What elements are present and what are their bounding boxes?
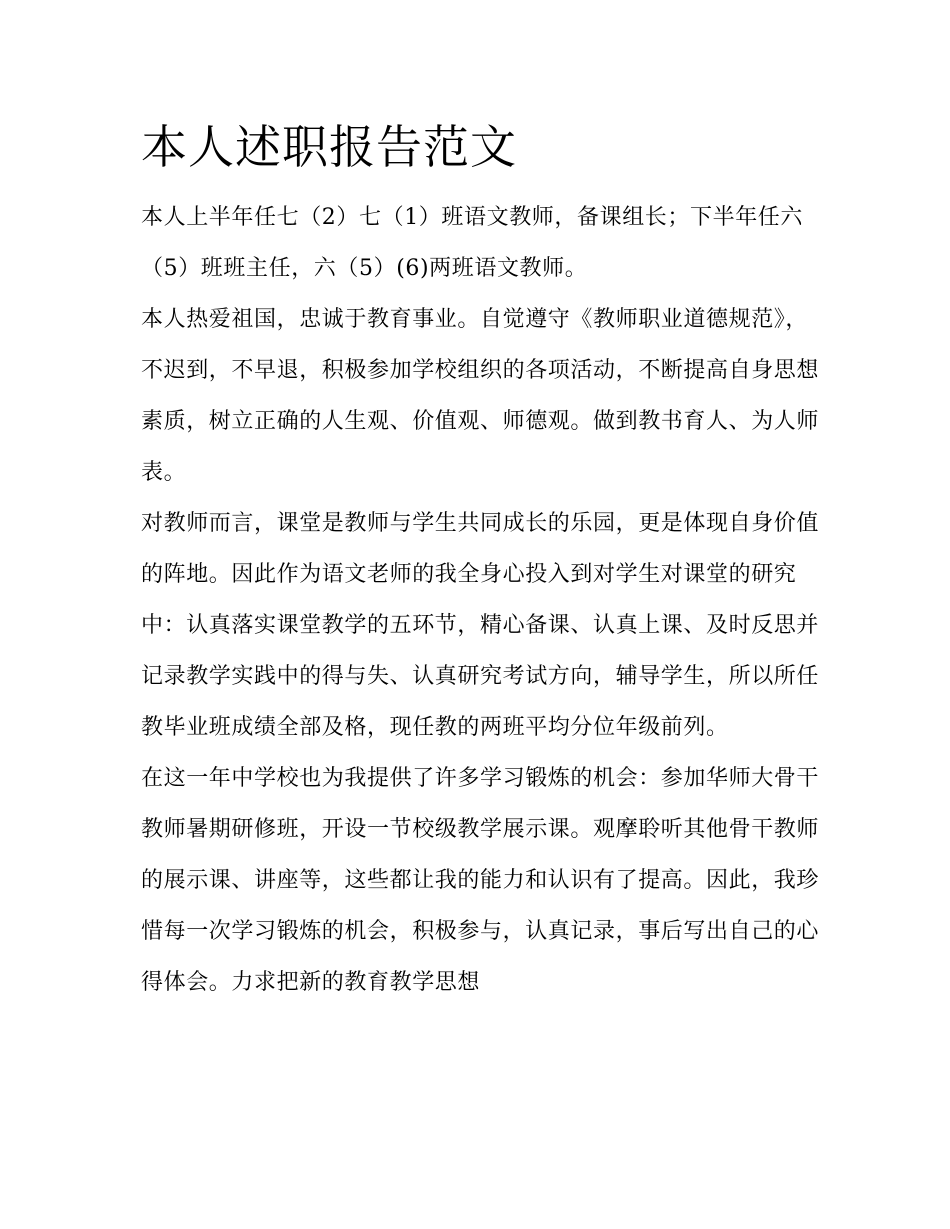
paragraph-3: 不迟到，不早退，积极参加学校组织的各项活动，不断提高自身思想素质，树立正确的人生观、价值观、师德观。做到教书育人、为人师表。 (141, 358, 820, 485)
paragraph-1: 本人上半年任七（2）七（1）班语文教师，备课组长；下半年任六（5）班班主任，六（5）(6)两班语文教师。 (141, 205, 803, 281)
paragraph-2: 本人热爱祖国，忠诚于教育事业。自觉遵守《教师职业道德规范》， (141, 307, 809, 332)
document-title: 本人述职报告范文 (141, 120, 517, 174)
paragraph-5: 在这一年中学校也为我提供了许多学习锻炼的机会：参加华师大骨干教师暑期研修班，开设一节校级教学展示课。观摩聆听其他骨干教师的展示课、讲座等，这些都让我的能力和认识有了提高。因此，我珍惜每一次学习锻炼的机会，积极参与，认真记录，事后写出自己的心得体会。力求把新的教育教学思想 (141, 766, 820, 995)
document-page (141, 112, 821, 1008)
paragraph-4: 对教师而言，课堂是教师与学生共同成长的乐园，更是体现自身价值的阵地。因此作为语文老师的我全身心投入到对学生对课堂的研究中：认真落实课堂教学的五环节，精心备课、认真上课、及时反思并记录教学实践中的得与失、认真研究考试方向，辅导学生，所以所任教毕业班成绩全部及格，现任教的两班平均分位年级前列。 (141, 511, 820, 740)
